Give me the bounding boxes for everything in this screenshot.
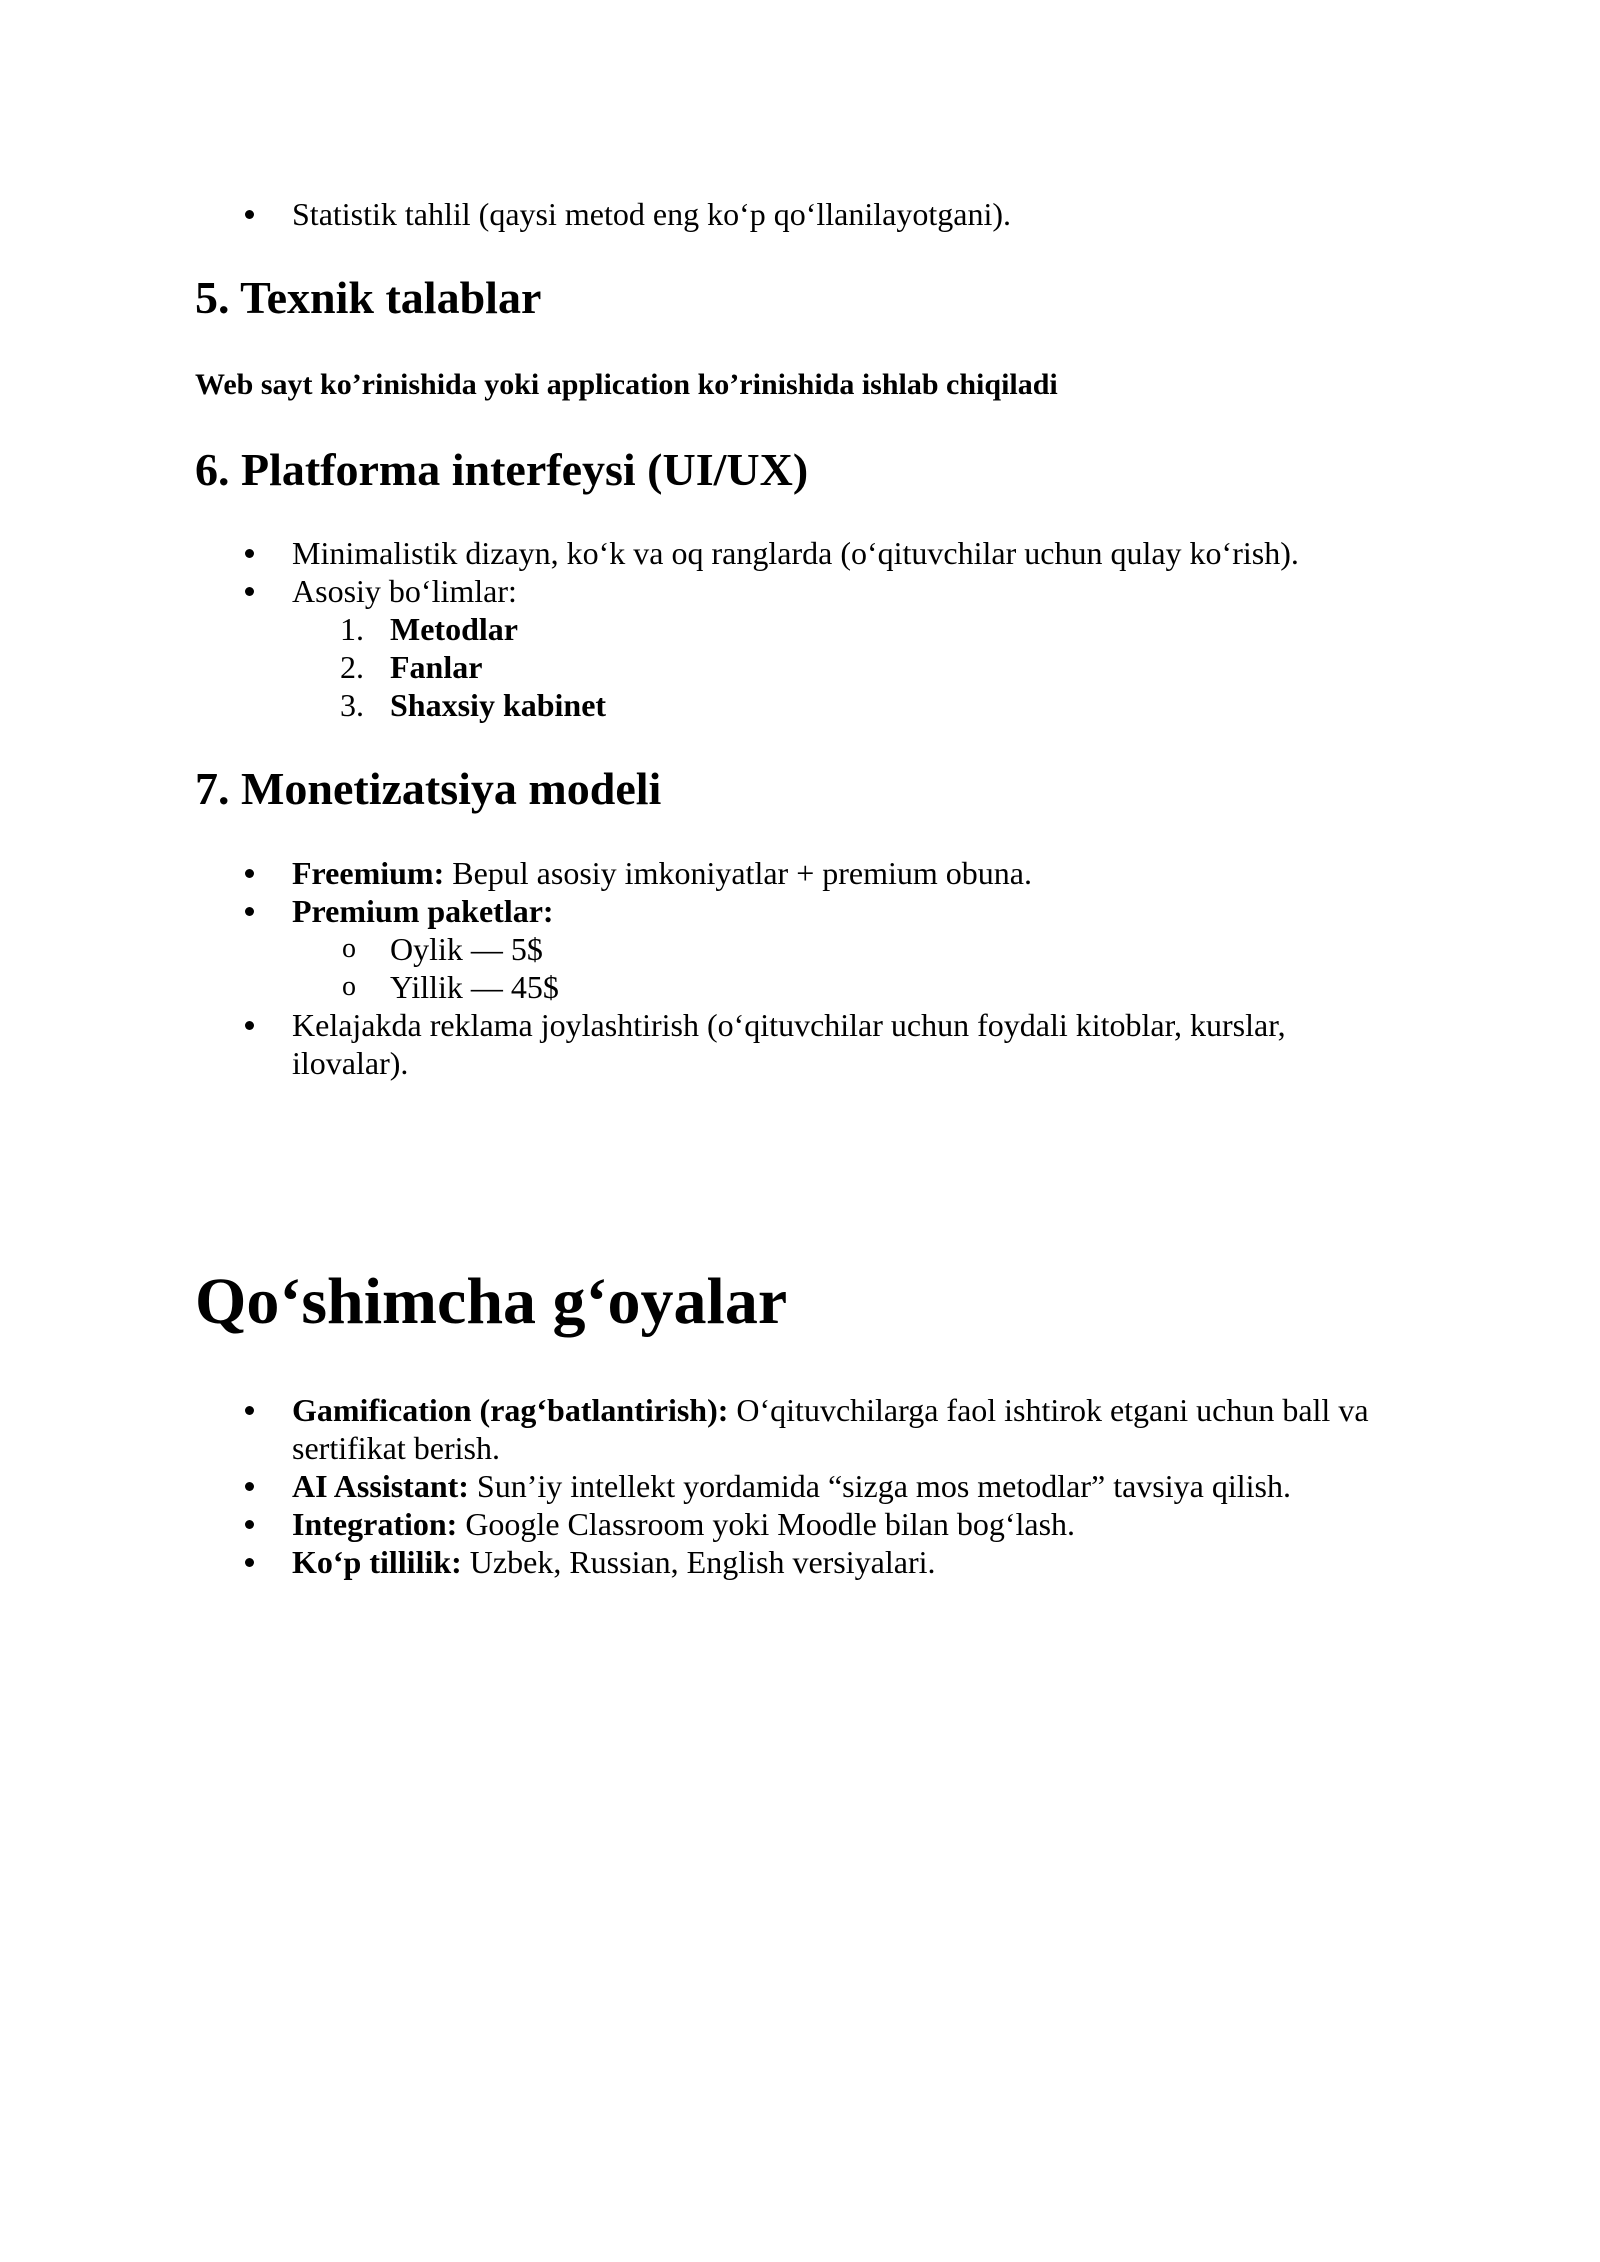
list-item-ai-assistant [292,1467,1291,1505]
bullet-dot [245,1520,254,1529]
integration-text: Google Classroom yoki Moodle bilan bog‘lash. [457,1506,1076,1542]
list-item-gamification-cont: sertifikat berish. [292,1430,500,1466]
section-heading-7: 7. Monetizatsiya modeli [195,763,662,814]
sublist-marker: o [342,933,356,964]
list-number: 2. [340,649,364,685]
multilingual-label: Ko‘p tillilik: [292,1544,462,1580]
bullet-dot [245,907,254,916]
list-item-integration [292,1505,1075,1543]
section-5-note: Web sayt ko’rinishida yoki application ko’rinishida ishlab chiqiladi [195,368,1058,401]
list-item: Statistik tahlil (qaysi metod eng ko‘p qo‘llanilayotgani). [292,196,1011,232]
bullet-dot [245,1406,254,1415]
list-item: Asosiy bo‘limlar: [292,573,517,609]
sublist-marker: o [342,971,356,1002]
sublist-item-metodlar: Metodlar [390,611,518,647]
freemium-label: Freemium: [292,855,445,891]
bullet-dot [245,210,254,219]
gamification-text: O‘qituvchilarga faol ishtirok etgani uchun ball va [728,1392,1369,1428]
gamification-label: Gamification (rag‘batlantirish): [292,1392,729,1428]
sublist-item-fanlar: Fanlar [390,649,483,685]
bullet-dot [245,549,254,558]
ai-assistant-label: AI Assistant: [292,1468,469,1504]
list-item-freemium [292,854,1032,892]
multilingual-text: Uzbek, Russian, English versiyalari. [461,1544,936,1580]
section-heading-5: 5. Texnik talablar [195,272,542,323]
bullet-dot [245,1558,254,1567]
bullet-dot [245,587,254,596]
ai-assistant-text: Sun’iy intellekt yordamida “sizga mos metodlar” tavsiya qilish. [468,1468,1291,1504]
list-item-multilingual [292,1543,935,1581]
freemium-text: Bepul asosiy imkoniyatlar + premium obuna. [444,855,1032,891]
bullet-dot [245,1021,254,1030]
section-heading-6: 6. Platforma interfeysi (UI/UX) [195,444,809,495]
sublist-item-shaxsiy-kabinet: Shaxsiy kabinet [390,687,607,723]
list-number: 3. [340,687,364,723]
page-heading-extra-ideas: Qo‘shimcha g‘oyalar [195,1265,788,1338]
list-item-ads-line1: Kelajakda reklama joylashtirish (o‘qituvchilar uchun foydali kitoblar, kurslar, [292,1007,1286,1043]
list-item-ads-line2: ilovalar). [292,1045,409,1081]
list-number: 1. [340,611,364,647]
list-item: Minimalistik dizayn, ko‘k va oq ranglarda (o‘qituvchilar uchun qulay ko‘rish). [292,535,1299,571]
integration-label: Integration: [292,1506,458,1542]
list-item-premium: Premium paketlar: [292,893,554,929]
sublist-item-yillik: Yillik — 45$ [390,969,559,1005]
bullet-dot [245,1482,254,1491]
bullet-dot [245,869,254,878]
list-item-gamification [292,1391,1369,1429]
sublist-item-oylik: Oylik — 5$ [390,931,543,967]
